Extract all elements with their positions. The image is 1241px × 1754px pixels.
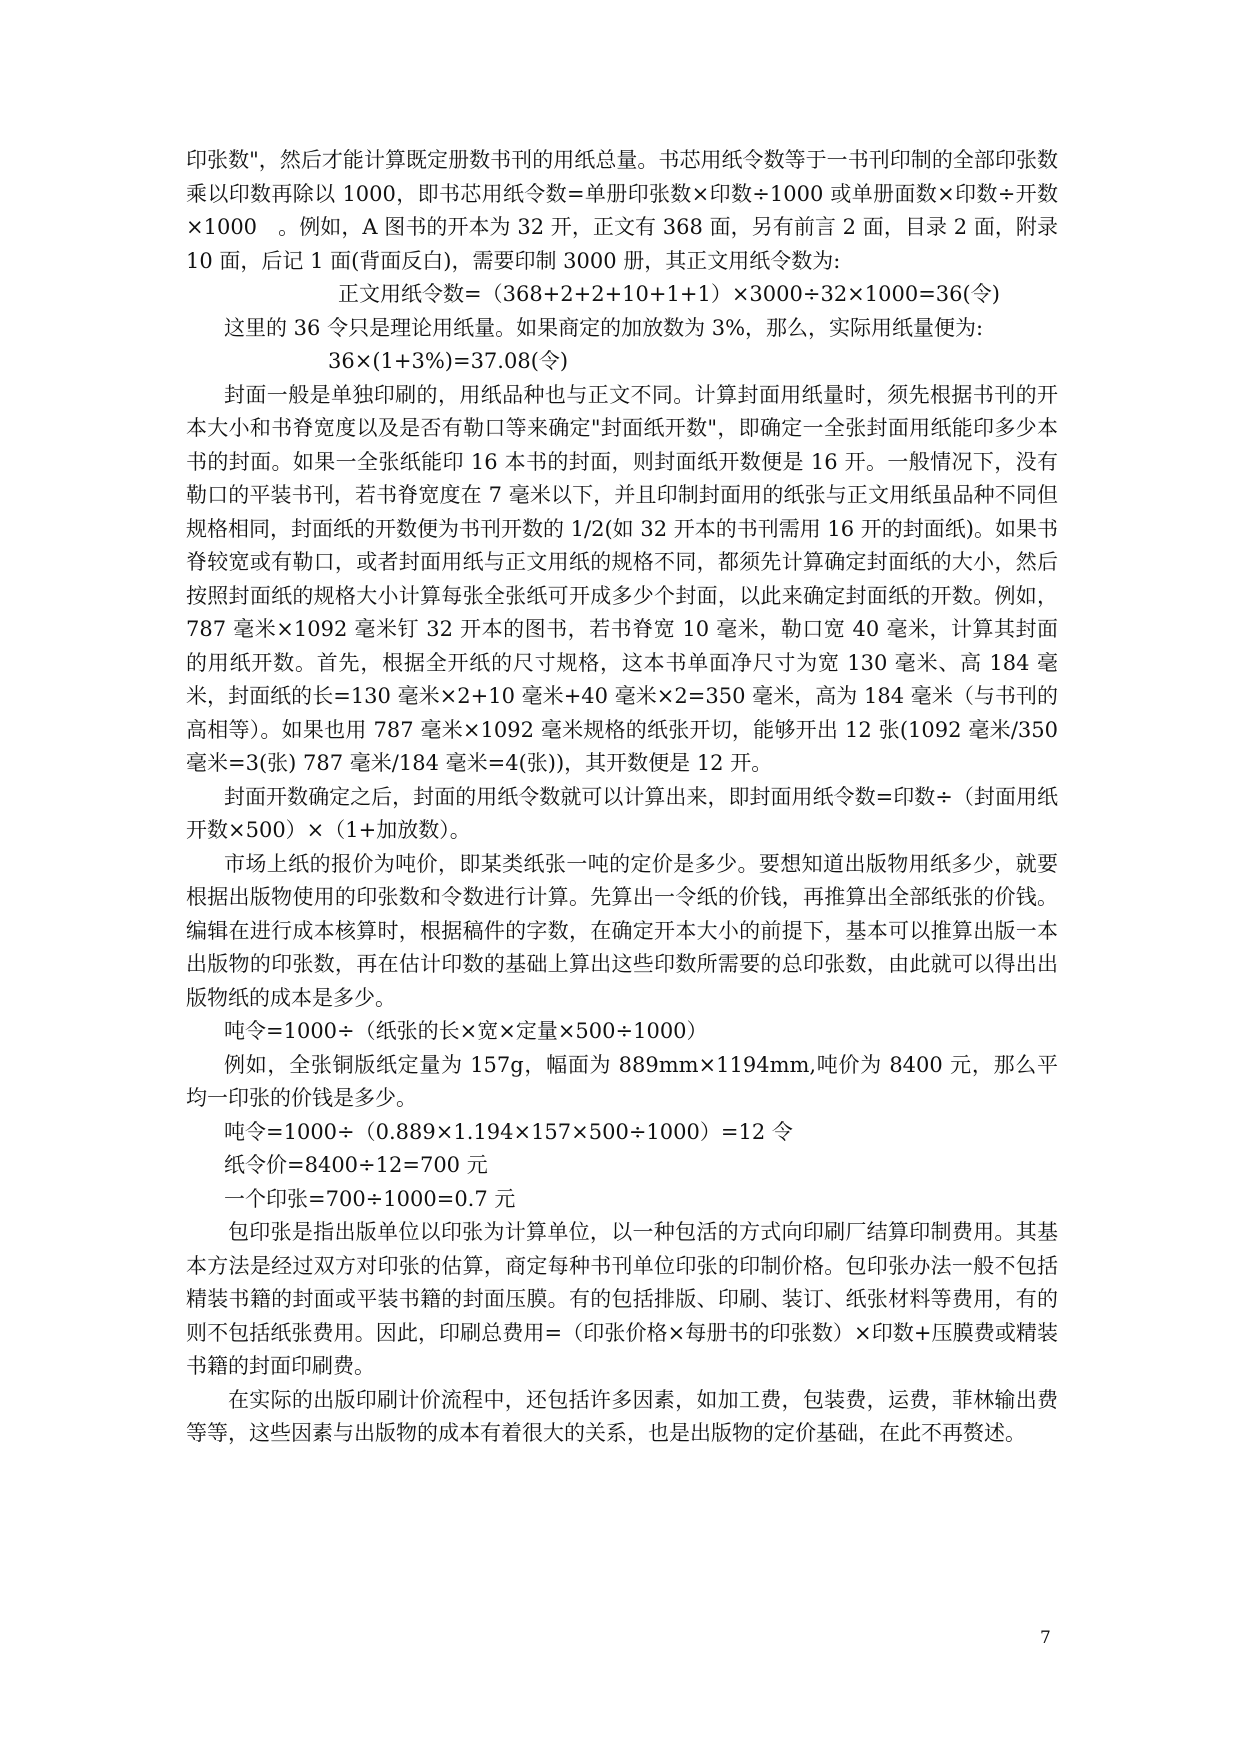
formula-main-text-reams: 正文用纸令数=（368+2+2+10+1+1）×3000÷32×1000=36(令) <box>338 282 1000 306</box>
document-body <box>186 144 1058 1451</box>
page-number: 7 <box>1040 1628 1051 1648</box>
formula-ton-ream: 吨令=1000÷（纸张的长×宽×定量×500÷1000） <box>224 1019 708 1043</box>
formula-sheet-price: 一个印张=700÷1000=0.7 元 <box>224 1186 516 1211</box>
paragraph-package-sheets: 包印张是指出版单位以印张为计算单位，以一种包活的方式向印刷厂结算印制费用。其基本方法是经过双方对印张的估算，商定每种书刊单位印张的印制价格。包印张办法一般不包括精装书籍的封面或平装书籍的封面压膜。有的包括排版、印刷、装订、纸张材料等费用，有的则不包括纸张费用。因此，印刷总费用=（印张价格×每册书的印张数）×印数+压膜费或精装书籍的封面印刷费。 <box>186 1220 1058 1378</box>
formula-ton-ream-example: 吨令=1000÷（0.889×1.194×157×500÷1000）=12 令 <box>224 1119 793 1144</box>
paragraph-cover-printing: 封面一般是单独印刷的，用纸品种也与正文不同。计算封面用纸量时，须先根据书刊的开本大小和书脊宽度以及是否有勒口等来确定"封面纸开数"，即确定一全张封面用纸能印多少本书的封面。如果一全张纸能印 16 本书的封面，则封面纸开数便是 16 开。一般情况下，没有勒口的平装书刊，若书脊宽度在 7 毫米以下，并且印制封面用的纸张与正文用纸虽品种不同但规格相同，封面纸的开数便为书刊开数的 1/2(如 32 开本的书刊需用 16 开的封面纸)。如果书脊较宽或有勒口，或者封面用纸与正文用纸的规格不同，都须先计算确定封面纸的大小，然后按照封面纸的规格大小计算每张全张纸可开成多少个封面，以此来确定封面纸的开数。例如，787 毫米×1092 毫米钉 32 开本的图书，若书脊宽 10 毫米，勒口宽 40 毫米，计算其封面的用纸开数。首先，根据全开纸的尺寸规格，这本书单面净尺寸为宽 130 毫米、高 184 毫米，封面纸的长=130 毫米×2+10 毫米+40 毫米×2=350 毫米，高为 184 毫米（与书刊的高相等）。如果也用 787 毫米×1092 毫米规格的纸张开切，能够开出 12 张(1092 毫米/350 毫米=3(张) 787 毫米/184 毫米=4(张))，其开数便是 12 开。 <box>186 382 1058 775</box>
formula-ream-price: 纸令价=8400÷12=700 元 <box>224 1153 488 1177</box>
paragraph-theoretical-usage: 这里的 36 令只是理论用纸量。如果商定的加放数为 3%，那么，实际用纸量便为: <box>224 315 984 340</box>
paragraph-other-factors: 在实际的出版印刷计价流程中，还包括许多因素，如加工费，包装费，运费，菲林输出费等等，这些因素与出版物的成本有着很大的关系，也是出版物的定价基础，在此不再赘述。 <box>186 1387 1058 1445</box>
paragraph-cover-reams: 封面开数确定之后，封面的用纸令数就可以计算出来，即封面用纸令数=印数÷（封面用纸开数×500）×（1+加放数）。 <box>186 784 1058 842</box>
formula-actual-usage: 36×(1+3%)=37.08(令) <box>328 349 569 373</box>
paragraph-paper-price: 市场上纸的报价为吨价，即某类纸张一吨的定价是多少。要想知道出版物用纸多少，就要根据出版物使用的印张数和令数进行计算。先算出一令纸的价钱，再推算出全部纸张的价钱。编辑在进行成本核算时，根据稿件的字数，在确定开本大小的前提下，基本可以推算出版一本出版物的印张数，再在估计印数的基础上算出这些印数所需要的总印张数，由此就可以得出出版物纸的成本是多少。 <box>186 851 1058 1010</box>
paragraph-example-coated-paper: 例如，全张铜版纸定量为 157g，幅面为 889mm×1194mm,吨价为 8400 元，那么平均一印张的价钱是多少。 <box>186 1052 1058 1110</box>
paragraph-continued-sheets: 印张数"，然后才能计算既定册数书刊的用纸总量。书芯用纸令数等于一书刊印制的全部印张数乘以印数再除以 1000，即书芯用纸令数=单册印张数×印数÷1000 或单册面数×印数÷开数×1000 。例如，A 图书的开本为 32 开，正文有 368 面，另有前言 2 面，目录 2 面，附录 10 面，后记 1 面(背面反白)，需要印制 3000 册，其正文用纸令数为: <box>186 148 1058 273</box>
